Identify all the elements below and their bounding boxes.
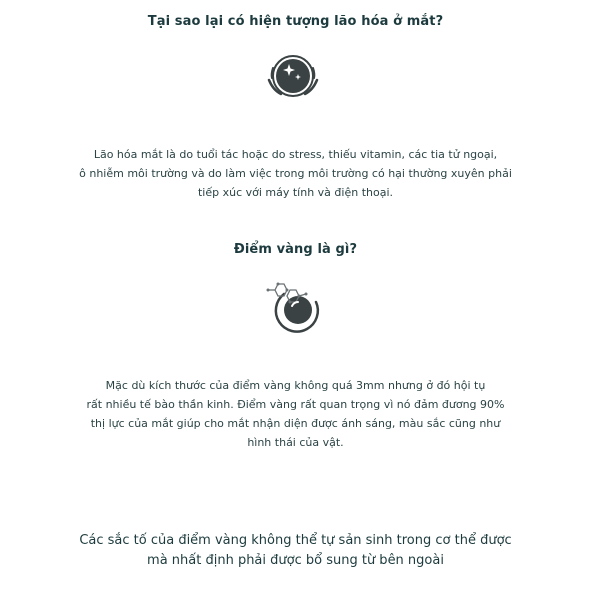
text-line: Các sắc tố của điểm vàng không thể tự sản sinh trong cơ thể được xyxy=(79,533,512,548)
section-macula-text xyxy=(0,376,591,452)
section-aging-heading: Tại sao lại có hiện tượng lão hóa ở mắt? xyxy=(147,14,444,29)
text-line: mà nhất định phải được bổ sung từ bên ngoài xyxy=(147,553,444,568)
text-line: hình thái của vật. xyxy=(247,436,344,449)
text-line: Mặc dù kích thước của điểm vàng không quá 3mm nhưng ở đó hội tụ xyxy=(105,379,486,392)
closing-statement xyxy=(0,531,591,571)
section-macula-heading: Điểm vàng là gì? xyxy=(233,242,358,257)
eye-molecule-icon xyxy=(262,280,328,336)
section-aging-text xyxy=(0,145,591,202)
text-line: Lão hóa mắt là do tuổi tác hoặc do stress, thiếu vitamin, các tia tử ngoại, xyxy=(93,148,498,161)
text-line: ô nhiễm môi trường và do làm việc trong môi trường có hại thường xuyên phải xyxy=(79,167,512,180)
text-line: rất nhiều tế bào thần kinh. Điểm vàng rất quan trọng vì nó đảm đương 90% xyxy=(86,398,505,411)
text-line: tiếp xúc với máy tính và điện thoại. xyxy=(197,186,394,199)
text-line: thị lực của mắt giúp cho mắt nhận diện được ánh sáng, màu sắc cũng như xyxy=(90,417,501,430)
eye-sparkle-icon xyxy=(263,50,323,104)
